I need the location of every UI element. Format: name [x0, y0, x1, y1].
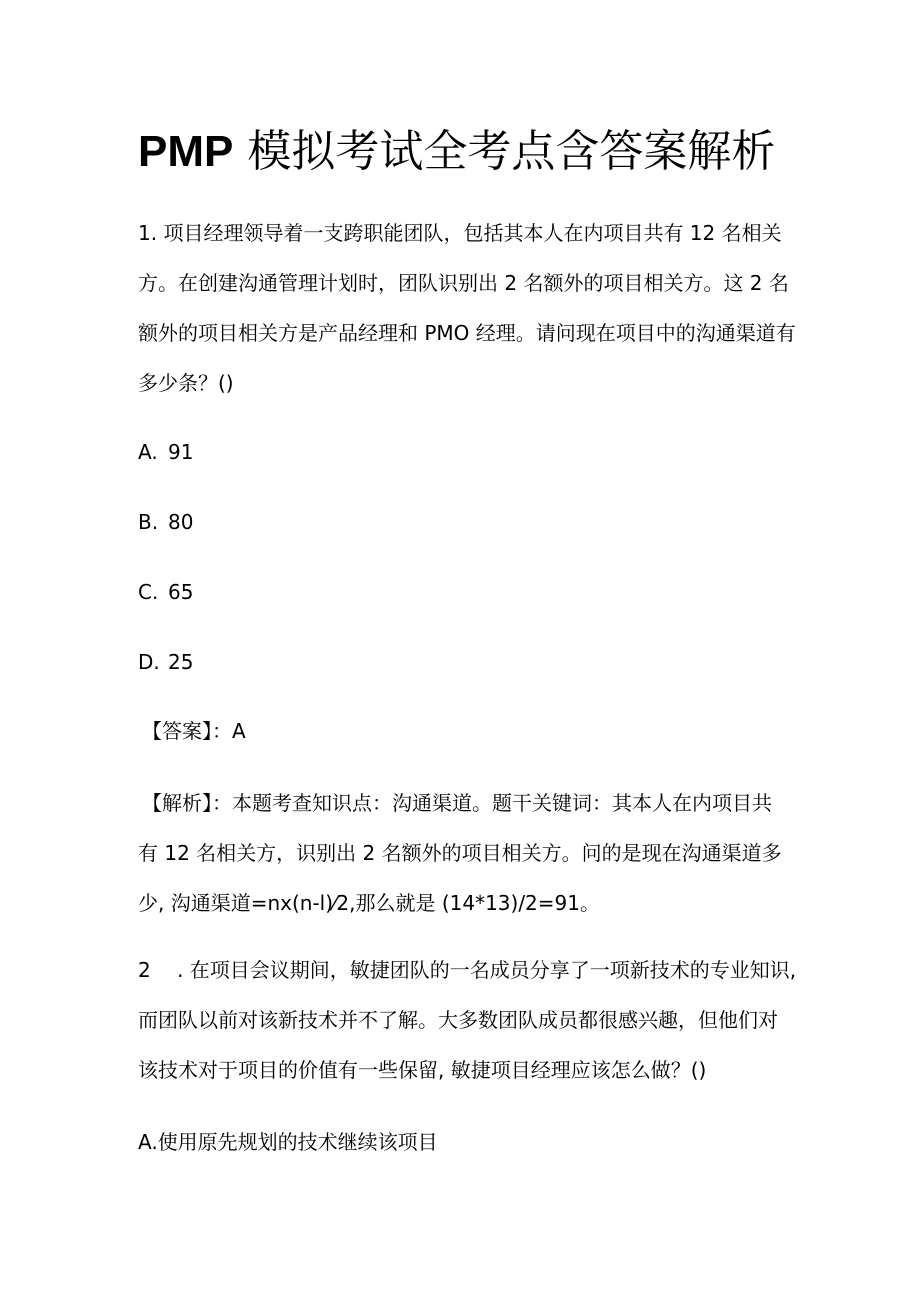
analysis-line: 有 12 名相关方，识别出 2 名额外的项目相关方。问的是现在沟通渠道多: [138, 841, 782, 865]
question-2-stem: [138, 945, 798, 1095]
question-1-stem: [138, 208, 798, 408]
question-1-line: 额外的项目相关方是产品经理和 PMO 经理。请问现在项目中的沟通渠道有: [138, 321, 796, 345]
option-text: 使用原先规划的技术继续该项目: [157, 1130, 438, 1154]
question-1-line: 方。在创建沟通管理计划时，团队识别出 2 名额外的项目相关方。这 2 名: [138, 271, 789, 295]
option-text: 91: [168, 440, 194, 464]
option-letter: D.: [138, 650, 160, 674]
question-2-line: 2 . 在项目会议期间，敏捷团队的一名成员分享了一项新技术的专业知识,: [138, 958, 797, 982]
title-text: 模拟考试全考点含答案解析: [233, 126, 776, 177]
analysis-line: 少, 沟通渠道=nx(n-l)⁄2,那么就是 (14*13)/2=91。: [138, 891, 600, 915]
question-1-option-c: [138, 577, 193, 607]
question-1-option-d: [138, 647, 193, 677]
question-1-analysis: [142, 778, 802, 828]
question-1-option-b: [138, 507, 193, 537]
option-text: 80: [168, 510, 194, 534]
option-letter: A.: [138, 1130, 158, 1154]
question-1-line: 1. 项目经理领导着一支跨职能团队，包括其本人在内项目共有 12 名相关: [138, 221, 782, 245]
option-letter: C.: [138, 580, 159, 604]
analysis-line: 【解析】：本题考查知识点：沟通渠道。题干关键词：其本人在内项目共: [142, 791, 772, 815]
question-1-answer: 【答案】：A: [142, 719, 246, 743]
question-1-analysis-cont: [138, 828, 798, 928]
option-letter: B.: [138, 510, 159, 534]
option-text: 65: [168, 580, 194, 604]
question-2-line: 该技术对于项目的价值有一些保留, 敏捷项目经理应该怎么做？(): [138, 1058, 707, 1082]
question-2-line: 而团队以前对该新技术并不了解。大多数团队成员都很感兴趣，但他们对: [138, 1008, 778, 1032]
option-letter: A.: [138, 440, 158, 464]
option-text: 25: [168, 650, 194, 674]
title-latin: PMP: [138, 127, 234, 176]
page-title: [138, 122, 775, 182]
question-1-option-a: [138, 437, 193, 467]
question-2-option-a: [138, 1127, 438, 1157]
question-1-line: 多少条？(): [138, 371, 234, 395]
